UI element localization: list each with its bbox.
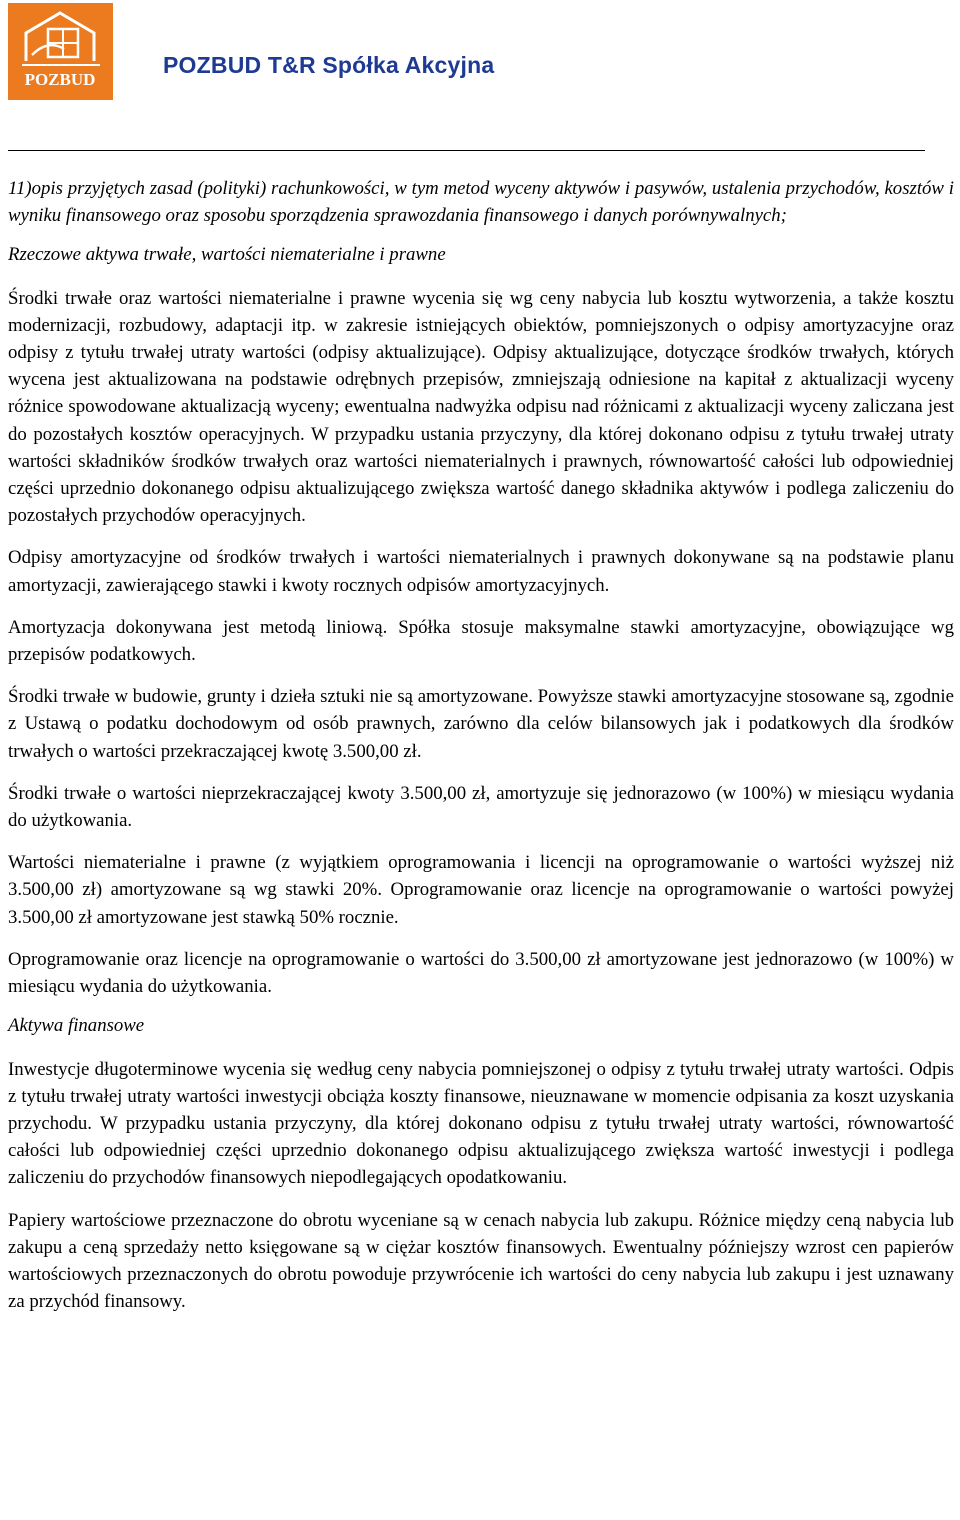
paragraph-fixed-assets-valuation: Środki trwałe oraz wartości niematerialne i prawne wycenia się wg ceny nabycia lub kosztu wytworzenia, a także kosztu modernizacji, rozbudowy, adaptacji itp. w zakresie istniejących obiektów, pomniejszonych o odpisy amortyzacyjne oraz odpisy z tytułu trwałej utraty wartości (odpisy aktualizujące). Odpisy aktualizujące, dotyczące środków trwałych, których wycena jest aktualizowana na podstawie odrębnych przepisów, zmniejszają odniesione na kapitał z aktualizacji wyceny różnice spowodowane aktualizacją wyceny; ewentualna nadwyżka odpisu nad różnicami z aktualizacji wyceny zaliczana jest do pozostałych kosztów operacyjnych. W przypadku ustania przyczyny, dla której dokonano odpisu z tytułu trwałej utraty wartości składników środków trwałych oraz wartości niematerialnych i prawnych, równowartość całości lub odpowiedniej części uprzednio dokonanego odpisu aktualizującego zwiększa wartość danego składnika aktywów i podlega zaliczeniu do pozostałych przychodów operacyjnych. xyxy=(8,287,954,527)
paragraph-low-value-assets: Środki trwałe o wartości nieprzekraczającej kwoty 3.500,00 zł, amortyzuje się jednorazowo (w 100%) w miesiącu wydania do użytkowania. xyxy=(8,782,954,831)
paragraph-securities: Papiery wartościowe przeznaczone do obrotu wyceniane są w cenach nabycia lub zakupu. Różnice między ceną nabycia lub zakupu a ceną sprzedaży netto księgowane są w ciężar kosztów finansowych. Ewentualny późniejszy wzrost cen papierów wartościowych przeznaczonych do obrotu powoduje przywrócenie ich wartości do ceny nabycia lub zakupu i jest uznawany za przychód finansowy. xyxy=(8,1209,954,1313)
section-heading: 11)opis przyjętych zasad (polityki) rachunkowości, w tym metod wyceny aktywów i pasywów, ustalenia przychodów, kosztów i wyniku finansowego oraz sposobu sporządzenia sprawozdania finansowego i danych porównywalnych; xyxy=(8,178,954,226)
paragraph-intangibles-rates: Wartości niematerialne i prawne (z wyjątkiem oprogramowania i licencji na oprogramowanie o wartości wyższej niż 3.500,00 zł) amortyzowane są wg stawki 20%. Oprogramowanie oraz licencje na oprogramowanie o wartości powyżej 3.500,00 zł amortyzowane jest stawką 50% rocznie. xyxy=(8,852,954,928)
logo-text: POZBUD xyxy=(24,70,96,89)
house-logo-icon xyxy=(8,3,113,100)
paragraph-software-licences: Oprogramowanie oraz licencje na oprogramowanie o wartości do 3.500,00 zł amortyzowane jest jednorazowo (w 100%) w miesiącu wydania do użytkowania. xyxy=(8,948,954,997)
subheading-fixed-assets: Rzeczowe aktywa trwałe, wartości niematerialne i prawne xyxy=(8,244,446,265)
paragraph-straight-line: Amortyzacja dokonywana jest metodą liniową. Spółka stosuje maksymalne stawki amortyzacyjne, obowiązujące wg przepisów podatkowych. xyxy=(8,616,954,665)
subheading-financial-assets: Aktywa finansowe xyxy=(8,1015,145,1037)
paragraph-long-term-investments: Inwestycje długoterminowe wycenia się według ceny nabycia pomniejszonej o odpisy z tytułu trwałej utraty wartości. Odpis z tytułu trwałej utraty wartości inwestycji obciąża koszty finansowe, nieuznawane w momencie odpisania za koszt uzyskania przychodu. W przypadku ustania przyczyny, dla której dokonano odpisu z tytułu trwałej utraty wartości, równowartość całości lub odpowiedniej części uprzednio dokonanego odpisu aktualizującego zwiększa wartość inwestycji i podlega zaliczeniu do przychodów finansowych niepodlegających opodatkowaniu. xyxy=(8,1058,954,1189)
company-name: POZBUD T&R Spółka Akcyjna xyxy=(163,52,495,78)
pozbud-logo xyxy=(8,3,113,100)
page-header xyxy=(0,0,960,110)
paragraph-non-depreciated: Środki trwałe w budowie, grunty i dzieła sztuki nie są amortyzowane. Powyższe stawki amortyzacyjne stosowane są, zgodnie z Ustawą o podatku dochodowym od osób prawnych, zarówno dla celów bilansowych jak i podatkowych dla środków trwałych o wartości przekraczającej kwotę 3.500,00 zł. xyxy=(8,686,954,762)
header-divider xyxy=(8,150,925,151)
paragraph-depreciation-plan: Odpisy amortyzacyjne od środków trwałych i wartości niematerialnych i prawnych dokonywane są na podstawie planu amortyzacji, zawierającego stawki i kwoty rocznych odpisów amortyzacyjnych. xyxy=(8,547,954,596)
document-body xyxy=(8,176,954,1331)
